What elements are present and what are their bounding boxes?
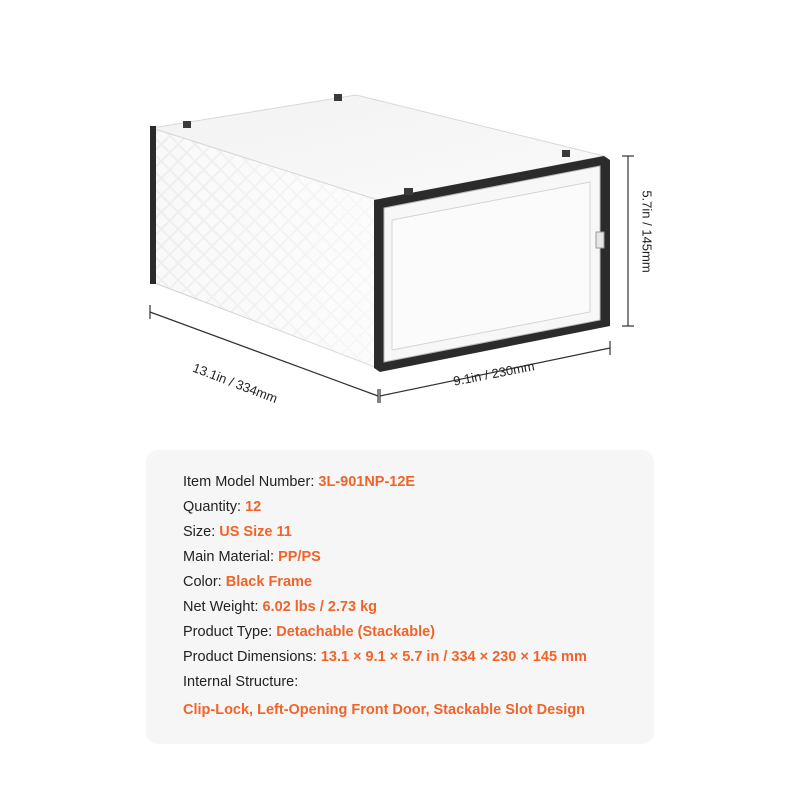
internal-structure-value: Clip-Lock, Left-Opening Front Door, Stackable Slot Design bbox=[183, 702, 585, 718]
door-latch bbox=[596, 232, 604, 248]
spec-row-internal-structure bbox=[183, 670, 587, 695]
spec-label: Product Type: bbox=[183, 624, 277, 640]
width-label: 9.1in / 230mm bbox=[452, 358, 536, 389]
spec-list bbox=[183, 470, 587, 723]
spec-label: Net Weight: bbox=[183, 599, 263, 615]
spec-row-quantity bbox=[183, 495, 587, 520]
spec-value: 12 bbox=[245, 499, 262, 515]
length-label: 13.1in / 334mm bbox=[190, 360, 280, 407]
spec-value: PP/PS bbox=[278, 549, 321, 565]
spec-label: Color: bbox=[183, 574, 226, 590]
spec-value: Detachable (Stackable) bbox=[276, 624, 435, 640]
spec-row-size bbox=[183, 520, 587, 545]
back-frame-edge bbox=[150, 126, 156, 284]
spec-row-material bbox=[183, 545, 587, 570]
spec-value: US Size 11 bbox=[219, 524, 292, 540]
spec-row-product-type bbox=[183, 620, 587, 645]
spec-row-model-number bbox=[183, 470, 587, 495]
spec-label: Internal Structure: bbox=[183, 674, 299, 690]
spec-row-dimensions bbox=[183, 645, 587, 670]
spec-row-color bbox=[183, 570, 587, 595]
spec-value: 13.1 × 9.1 × 5.7 in / 334 × 230 × 145 mm bbox=[320, 649, 587, 665]
spec-row-net-weight bbox=[183, 595, 587, 620]
spec-label: Size: bbox=[183, 524, 220, 540]
spec-value: 6.02 lbs / 2.73 kg bbox=[262, 599, 377, 615]
spec-label: Product Dimensions: bbox=[183, 649, 321, 665]
specifications-card bbox=[146, 450, 654, 744]
spec-value: 3L-901NP-12E bbox=[318, 474, 416, 490]
spec-label: Item Model Number: bbox=[183, 474, 319, 490]
height-label: 5.7in / 145mm bbox=[639, 190, 655, 273]
spec-value: Black Frame bbox=[225, 574, 312, 590]
spec-label: Main Material: bbox=[183, 549, 279, 565]
spec-label: Quantity: bbox=[183, 499, 246, 515]
